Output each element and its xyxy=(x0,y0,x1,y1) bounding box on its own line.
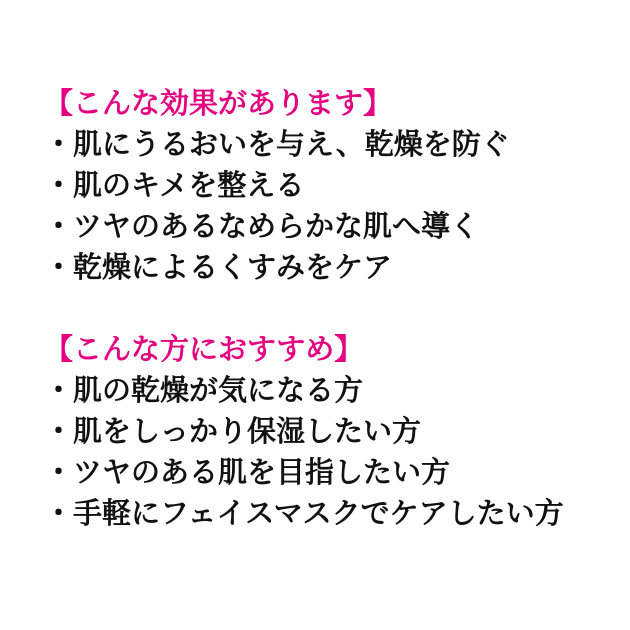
effects-section xyxy=(44,84,600,289)
recommended-for-section xyxy=(44,330,600,535)
list-item: ・肌にうるおいを与え、乾燥を防ぐ xyxy=(44,129,510,161)
list-item: ・手軽にフェイスマスクでケアしたい方 xyxy=(44,498,564,530)
list-item: ・肌のキメを整える xyxy=(44,170,305,202)
list-item: ・肌をしっかり保湿したい方 xyxy=(44,416,422,448)
list-item: ・ツヤのある肌を目指したい方 xyxy=(44,457,451,489)
recommended-for-section-heading: 【こんな方におすすめ】 xyxy=(44,334,364,366)
effects-section-heading: 【こんな効果があります】 xyxy=(44,88,393,120)
list-item: ・乾燥によるくすみをケア xyxy=(44,252,393,284)
list-item: ・肌の乾燥が気になる方 xyxy=(44,375,364,407)
list-item: ・ツヤのあるなめらかな肌へ導く xyxy=(44,211,480,243)
